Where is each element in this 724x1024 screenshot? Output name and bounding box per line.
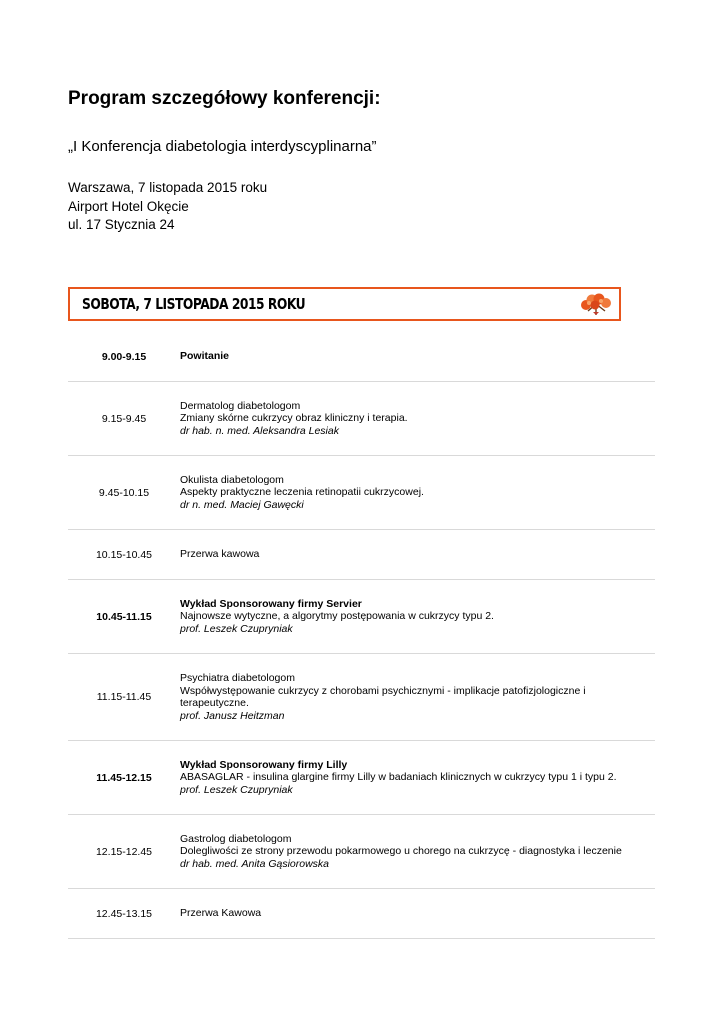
session-description: Zmiany skórne cukrzycy obraz kliniczny i terapia. bbox=[180, 412, 408, 425]
session-title: Psychiatra diabetologom bbox=[180, 672, 295, 684]
schedule-time: 11.15-11.45 bbox=[96, 691, 152, 703]
schedule-time: 10.15-10.45 bbox=[95, 548, 153, 561]
session-description: ABASAGLAR - insulina glargine firmy Lilly w badaniach klinicznych w cukrzycy typu 1 i typu 2. bbox=[180, 771, 617, 784]
session-speaker: dr hab. med. Anita Gąsiorowska bbox=[180, 857, 330, 870]
schedule-row bbox=[68, 332, 655, 382]
schedule-content bbox=[180, 759, 655, 797]
schedule-row bbox=[68, 382, 655, 456]
conference-name: „I Konferencja diabetologia interdyscyplinarna” bbox=[68, 138, 377, 155]
session-description: Dolegliwości ze strony przewodu pokarmowego u chorego na cukrzycę - diagnostyka i leczenie bbox=[180, 845, 622, 858]
schedule-time: 12.15-12.45 bbox=[95, 845, 153, 858]
session-title: Przerwa Kawowa bbox=[180, 907, 262, 920]
session-speaker: prof. Leszek Czupryniak bbox=[180, 783, 293, 796]
schedule-row bbox=[68, 654, 655, 741]
schedule-content bbox=[180, 350, 655, 363]
schedule-content bbox=[180, 400, 655, 438]
schedule-table bbox=[68, 332, 655, 939]
flowers-icon bbox=[579, 291, 613, 317]
schedule-row bbox=[68, 815, 655, 889]
session-speaker: dr n. med. Maciej Gawęcki bbox=[180, 498, 304, 511]
schedule-content bbox=[180, 672, 655, 722]
session-speaker: dr hab. n. med. Aleksandra Lesiak bbox=[180, 424, 339, 437]
schedule-time: 9.45-10.15 bbox=[98, 486, 150, 499]
session-title: Gastrolog diabetologom bbox=[180, 832, 292, 845]
day-banner-label: SOBOTA, 7 LISTOPADA 2015 ROKU bbox=[82, 295, 306, 313]
session-title: Dermatolog diabetologom bbox=[180, 399, 301, 412]
schedule-time: 11.45-12.15 bbox=[96, 771, 152, 784]
venue-city-date: Warszawa, 7 listopada 2015 roku bbox=[68, 180, 268, 195]
schedule-time: 9.00-9.15 bbox=[101, 350, 147, 363]
page-title: Program szczegółowy konferencji: bbox=[68, 88, 381, 109]
venue-address: ul. 17 Stycznia 24 bbox=[68, 217, 175, 232]
schedule-content bbox=[180, 474, 655, 512]
session-description: Aspekty praktyczne leczenia retinopatii cukrzycowej. bbox=[180, 486, 424, 499]
schedule-row bbox=[68, 456, 655, 530]
schedule-time: 10.45-11.15 bbox=[96, 610, 152, 623]
schedule-time: 12.45-13.15 bbox=[95, 907, 153, 920]
schedule-row bbox=[68, 580, 655, 654]
schedule-row bbox=[68, 889, 655, 939]
schedule-row bbox=[68, 530, 655, 580]
session-speaker: prof. Leszek Czupryniak bbox=[180, 622, 293, 635]
schedule-time: 9.15-9.45 bbox=[101, 412, 147, 425]
session-description: Najnowsze wytyczne, a algorytmy postępowania w cukrzycy typu 2. bbox=[180, 610, 494, 623]
schedule-content bbox=[180, 548, 655, 561]
venue-hotel: Airport Hotel Okęcie bbox=[68, 198, 189, 214]
session-description: Współwystępowanie cukrzycy z chorobami psychicznymi - implikacje patofizjologiczne i terapeutyczne. bbox=[180, 684, 586, 709]
session-title: Okulista diabetologom bbox=[180, 473, 284, 486]
session-title: Przerwa kawowa bbox=[180, 548, 260, 561]
session-speaker: prof. Janusz Heitzman bbox=[180, 709, 285, 722]
schedule-content bbox=[180, 598, 655, 636]
day-banner bbox=[68, 287, 621, 321]
schedule-content bbox=[180, 833, 655, 871]
venue-info bbox=[68, 179, 267, 235]
session-title: Wykład Sponsorowany firmy Servier bbox=[180, 597, 362, 610]
schedule-content bbox=[180, 907, 655, 920]
session-title: Wykład Sponsorowany firmy Lilly bbox=[180, 758, 348, 771]
schedule-row bbox=[68, 741, 655, 815]
session-title: Powitanie bbox=[180, 350, 230, 363]
